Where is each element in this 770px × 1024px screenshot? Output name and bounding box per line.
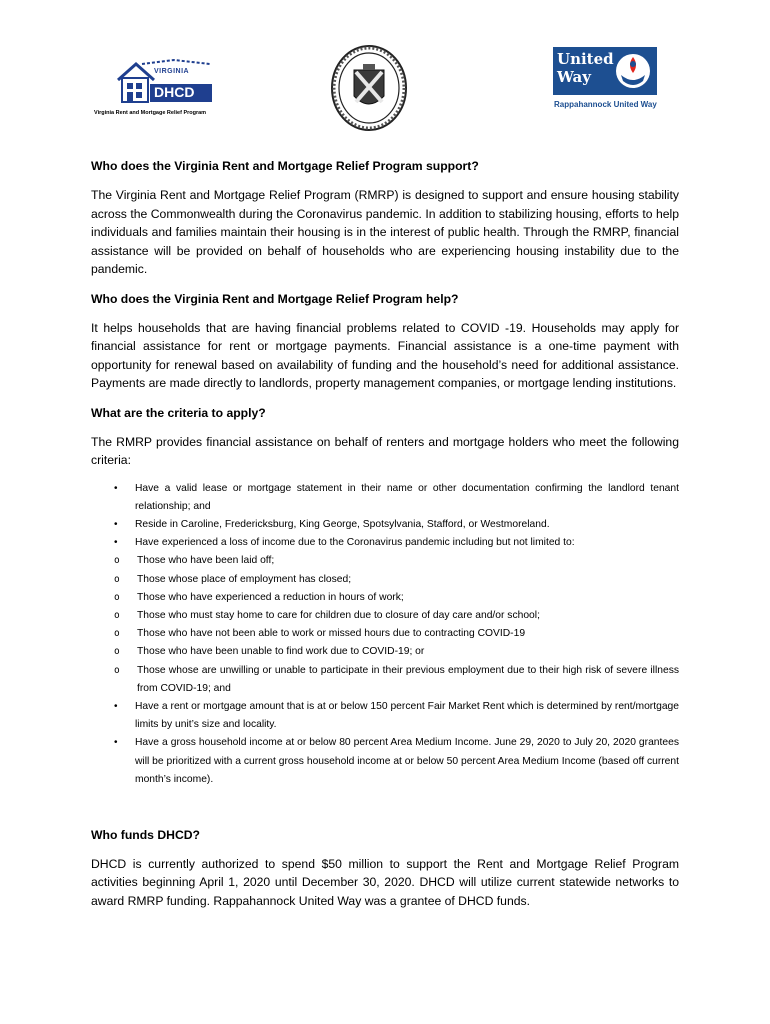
united-way-caption: Rappahannock United Way xyxy=(554,100,657,109)
income-loss-item: o Those who have experienced a reduction in hours of work; xyxy=(91,589,679,607)
sub-bullet-icon: o xyxy=(114,646,120,658)
dhcd-logo xyxy=(94,54,234,122)
income-loss-item: o Those whose are unwilling or unable to participate in their previous employment due to their high risk of severe illness from COVID-19; and xyxy=(91,662,679,698)
support-paragraph: The Virginia Rent and Mortgage Relief Program (RMRP) is designed to support and ensure housing stability across the Commonwealth during the Coronavirus pandemic. In addition to stabilizing housing, efforts to help individuals and families maintain their housing is in the interest of public health. Through the RMRP, financial assistance will be provided on behalf of households who are experiencing housing instability due to the pandemic. xyxy=(91,188,679,276)
support-heading: Who does the Virginia Rent and Mortgage Relief Program support? xyxy=(91,159,479,173)
sub-bullet-icon: o xyxy=(114,609,120,621)
sub-bullet-icon: o xyxy=(114,555,120,567)
criteria-heading: What are the criteria to apply? xyxy=(91,405,266,420)
funds-paragraph: DHCD is currently authorized to spend $50 million to support the Rent and Mortgage Relief Program activities beginning April 1, 2020 until December 30, 2020. DHCD will utilize current statewide networks to award RMRP funding. Rappahannock United Way was a grantee of DHCD funds. xyxy=(91,856,679,908)
sub-bullet-icon: o xyxy=(114,628,120,640)
city-seal-icon xyxy=(330,44,408,132)
help-paragraph: It helps households that are having financial problems related to COVID -19. Households may apply for financial assistance for rent or mortgage payments. Financial assistance is a one-time payment with opportunity for renewal based on availability of funding and the household’s need for additional assistance. Payments are made directly to landlords, property management companies, or mortgage lending institutions. xyxy=(91,320,679,390)
sub-bullet-icon: o xyxy=(114,591,120,603)
income-loss-item: o Those who have been unable to find work due to COVID-19; or xyxy=(91,643,679,661)
criteria-item: • Have a gross household income at or below 80 percent Area Medium Income. June 29, 2020 to July 20, 2020 grantees will be prioritized with a current gross household income at or below 50 percent Area Medium Income (based off current month’s income). xyxy=(91,734,679,789)
income-loss-item: o Those who have not been able to work or missed hours due to contracting COVID-19 xyxy=(91,625,679,643)
united-way-hand-icon xyxy=(613,51,653,91)
sub-bullet-icon: o xyxy=(114,664,120,676)
income-loss-item: o Those who have been laid off; xyxy=(91,552,679,570)
uw-line2: Way xyxy=(557,68,591,86)
united-way-badge xyxy=(553,47,657,95)
income-loss-list xyxy=(91,552,679,698)
sub-bullet-icon: o xyxy=(114,573,120,585)
document-body xyxy=(91,156,679,920)
funds-heading: Who funds DHCD? xyxy=(91,827,200,842)
criteria-list xyxy=(91,480,679,789)
uw-line1: United xyxy=(557,50,614,68)
criteria-item: • Reside in Caroline, Fredericksburg, King George, Spotsylvania, Stafford, or Westmoreland. xyxy=(91,516,679,534)
bullet-icon: • xyxy=(114,518,118,530)
united-way-logo xyxy=(553,47,663,115)
criteria-item: • Have a rent or mortgage amount that is at or below 150 percent Fair Market Rent which is determined by rent/mortgage limits by unit’s size and locality. xyxy=(91,698,679,734)
bullet-icon: • xyxy=(114,700,118,712)
criteria-item: • Have a valid lease or mortgage statement in their name or other documentation confirming the landlord tenant relationship; and xyxy=(91,480,679,516)
dhcd-name-text: DHCD xyxy=(154,84,195,100)
criteria-item: • Have experienced a loss of income due to the Coronavirus pandemic including but not limited to: o Those who have been laid off; o Those whose place of employment has closed; o Those who have experienced a reduction in hours of work; o Those who must stay home to care for children due to closure of day care and/or school; o Those who have not been able to work or missed hours due to contracting COVID-19 o Those who have been unable to find work due to COVID-19; or o Those whose are unwilling or unable to participate in their previous employment due to their high risk of severe illness from COVID-19; and xyxy=(91,534,679,698)
income-loss-item: o Those whose place of employment has closed; xyxy=(91,571,679,589)
criteria-intro: The RMRP provides financial assistance on behalf of renters and mortgage holders who meet the following criteria: xyxy=(91,434,679,467)
dhcd-caption: Virginia Rent and Mortgage Relief Program xyxy=(94,110,207,116)
bullet-icon: • xyxy=(114,737,118,749)
bullet-icon: • xyxy=(114,482,118,494)
bullet-icon: • xyxy=(114,537,118,549)
income-loss-item: o Those who must stay home to care for children due to closure of day care and/or school; xyxy=(91,607,679,625)
help-heading: Who does the Virginia Rent and Mortgage Relief Program help? xyxy=(91,291,459,306)
dhcd-state-text: VIRGINIA xyxy=(154,68,190,75)
